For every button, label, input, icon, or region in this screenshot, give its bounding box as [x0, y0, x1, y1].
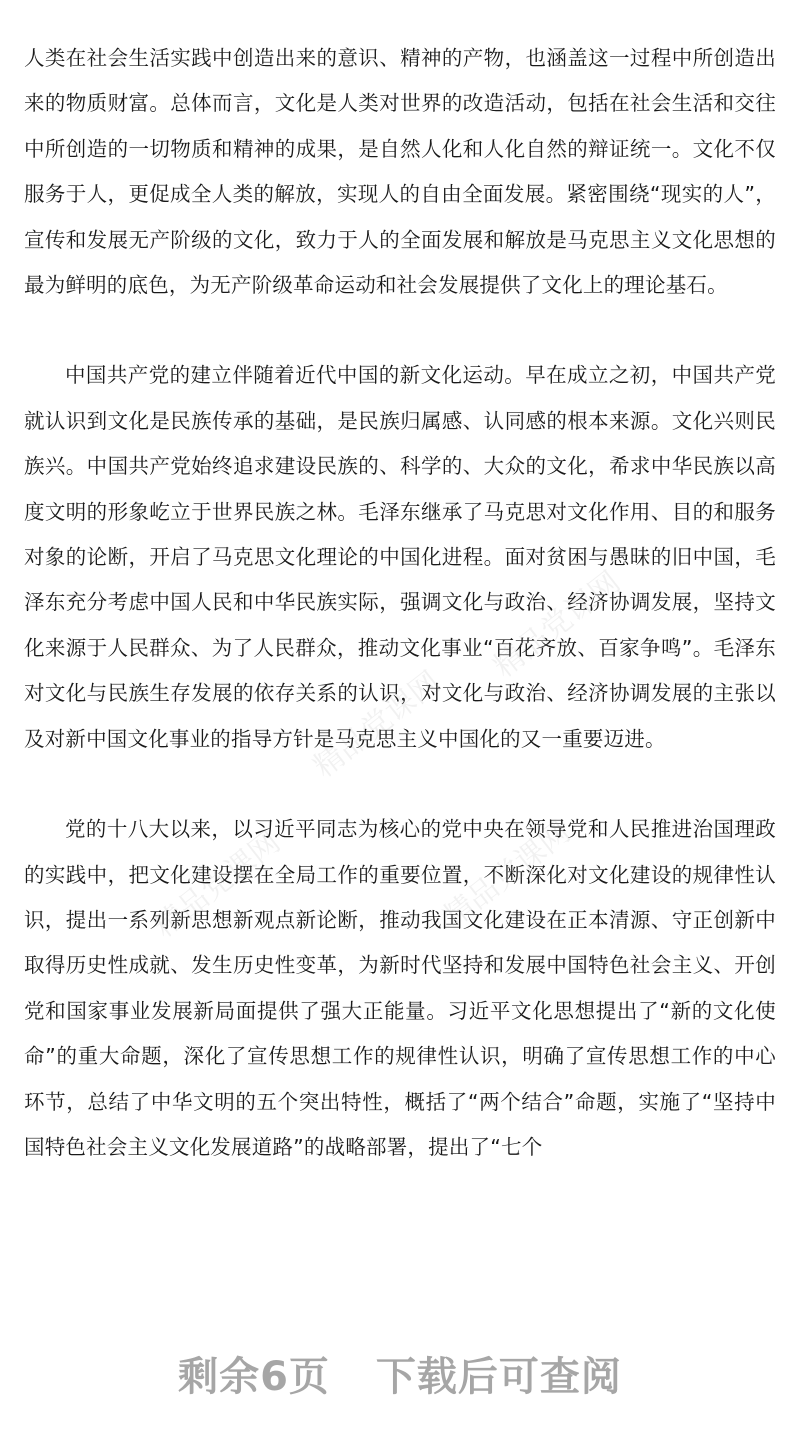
download-notice[interactable]: [0, 1345, 800, 1402]
watermark: 精品党课网: [307, 664, 448, 785]
watermark: 精品党课网: [487, 564, 628, 685]
document-body: [24, 36, 776, 1170]
paragraph-1: 人类在社会生活实践中创造出来的意识、精神的产物，也涵盖这一过程中所创造出来的物质财富。总体而言，文化是人类对世界的改造活动，包括在社会生活和交往中所创造的一切物质和精神的成果，是自然人化和人化自然的辩证统一。文化不仅服务于人，更促成全人类的解放，实现人的自由全面发展。紧密围绕“现实的人”，宣传和发展无产阶级的文化，致力于人的全面发展和解放是马克思主义文化思想的最为鲜明的底色，为无产阶级革命运动和社会发展提供了文化上的理论基石。: [24, 46, 776, 298]
download-hint-label: 下载后可查阅: [375, 1354, 622, 1400]
paragraph-3: 党的十八大以来，以习近平同志为核心的党中央在领导党和人民推进治国理政的实践中，把文化建设摆在全局工作的重要位置，不断深化对文化建设的规律性认识，提出一系列新思想新观点新论断，推动我国文化建设在正本清源、守正创新中取得历史性成就、发生历史性变革，为新时代坚持和发展中国特色社会主义、开创党和国家事业发展新局面提供了强大正能量。习近平文化思想提出了“新的文化使命”的重大命题，深化了宣传思想工作的规律性认识，明确了宣传思想工作的中心环节，总结了中华文明的五个突出特性，概括了“两个结合”命题，实施了“坚持中国特色社会主义文化发展道路”的战略部署，提出了“七个: [24, 817, 776, 1159]
watermark: 精品党课网: [147, 824, 288, 945]
watermark: 精品党课网: [437, 814, 578, 935]
remaining-pages-label: 剩余6页: [178, 1354, 330, 1400]
paragraph-2: 中国共产党的建立伴随着近代中国的新文化运动。早在成立之初，中国共产党就认识到文化是民族传承的基础，是民族归属感、认同感的根本来源。文化兴则民族兴。中国共产党始终追求建设民族的、科学的、大众的文化，希求中华民族以高度文明的形象屹立于世界民族之林。毛泽东继承了马克思对文化作用、目的和服务对象的论断，开启了马克思文化理论的中国化进程。面对贫困与愚昧的旧中国，毛泽东充分考虑中国人民和中华民族实际，强调文化与政治、经济协调发展，坚持文化来源于人民群众、为了人民群众，推动文化事业“百花齐放、百家争鸣”。毛泽东对文化与民族生存发展的依存关系的认识，对文化与政治、经济协调发展的主张以及对新中国文化事业的指导方针是马克思主义中国化的又一重要迈进。: [24, 363, 776, 751]
